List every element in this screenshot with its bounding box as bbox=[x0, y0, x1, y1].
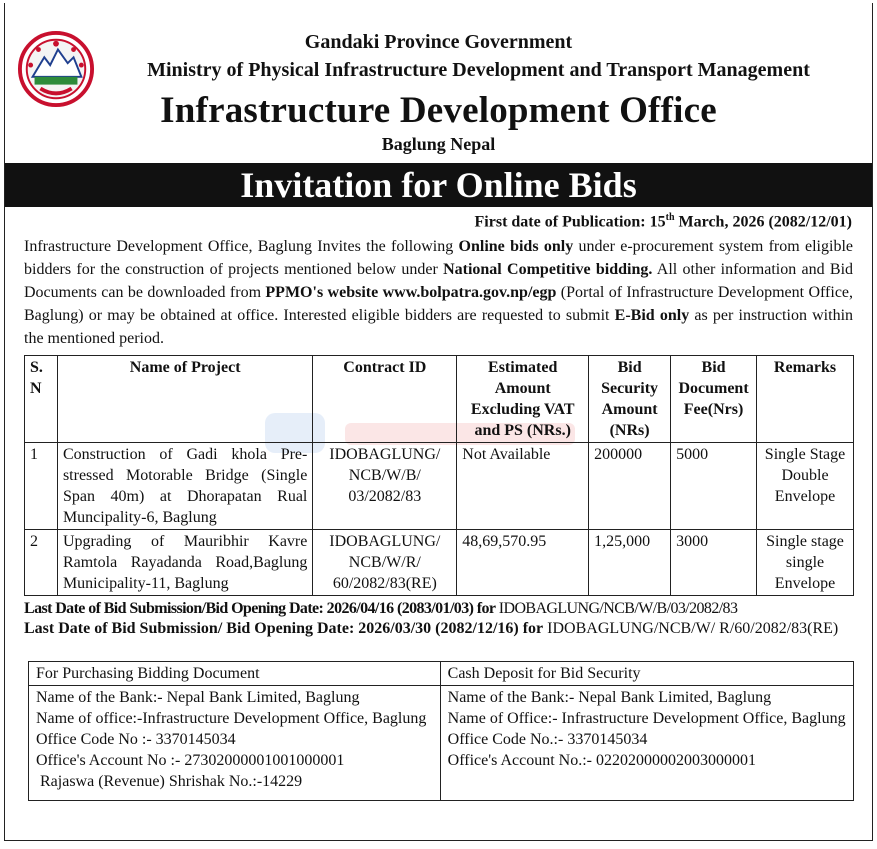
row-project: Construction of Gadi khola Pre-stressed Motorable Bridge (Single Span 40m) at Dhorapatan Rual Muncipality-6, Baglung bbox=[57, 443, 312, 530]
deadline-line-2: Last Date of Bid Submission/ Bid Opening Date: 2026/03/30 (2082/12/16) for IDOBAGLUNG/NCB/W/ R/60/2082/83(RE) bbox=[24, 620, 839, 637]
notice-page bbox=[4, 3, 873, 841]
notice-title-banner: Invitation for Online Bids bbox=[5, 163, 872, 207]
payment-details-row bbox=[29, 686, 854, 801]
col-bid-security: Bid Security Amount (NRs) bbox=[589, 356, 671, 443]
intro-paragraph: Infrastructure Development Office, Baglung Invites the following Online bids only under e-procurement system from eligible bidders for the construction of projects mentioned below under National Competitive bidding. All other information and Bid Documents can be downloaded from PPMO's website www.bolpatra.gov.np/egp (Portal of Infrastructure Development Office, Baglung) or may be obtained at office. Interested eligible bidders are requested to submit E-Bid only as per instruction within the mentioned period. bbox=[24, 238, 854, 347]
table-row bbox=[25, 530, 854, 596]
col-sn: S. N bbox=[25, 356, 58, 443]
purchase-document-title: For Purchasing Bidding Document bbox=[29, 662, 441, 686]
row-document-fee: 5000 bbox=[671, 443, 757, 530]
table-row bbox=[25, 443, 854, 530]
list-item: Office Code No :- 3370145034 bbox=[36, 731, 236, 748]
publication-date: First date of Publication: 15th March, 2026 (2082/12/01) bbox=[474, 212, 852, 231]
row-remarks: Single Stage Double Envelope bbox=[757, 443, 854, 530]
deadline-line-1: Last Date of Bid Submission/Bid Opening Date: 2026/04/16 (2083/01/03) for IDOBAGLUNG/NCB/W/B/03/2082/83 bbox=[24, 600, 738, 617]
list-item: Name of the Bank:- Nepal Bank Limited, Baglung bbox=[36, 689, 360, 706]
government-name: Gandaki Province Government bbox=[304, 31, 573, 53]
payment-details-table bbox=[28, 661, 854, 801]
list-item: Office's Account No.:- 02202000002003000001 bbox=[447, 752, 756, 769]
row-bid-security: 1,25,000 bbox=[589, 530, 671, 596]
payment-header-row bbox=[29, 662, 854, 686]
row-remarks: Single stage single Envelope bbox=[757, 530, 854, 596]
list-item: Name of Office:- Infrastructure Development Office, Baglung Office Code No.:- 3370145034 bbox=[447, 710, 846, 748]
office-location: Baglung Nepal bbox=[381, 134, 496, 154]
row-bid-security: 200000 bbox=[589, 443, 671, 530]
row-estimated-amount: Not Available bbox=[457, 443, 589, 530]
col-contract-id: Contract ID bbox=[313, 356, 457, 443]
list-item: Name of office:-Infrastructure Development Office, Baglung bbox=[36, 710, 427, 727]
row-contract-id: IDOBAGLUNG/ NCB/W/R/ 60/2082/83(RE) bbox=[313, 530, 457, 596]
col-estimated-amount: Estimated Amount Excluding VAT and PS (NRs.) bbox=[457, 356, 589, 443]
submission-deadlines bbox=[24, 599, 853, 639]
list-item: Office's Account No :- 27302000001001000001 bbox=[36, 752, 345, 769]
cash-deposit-title: Cash Deposit for Bid Security bbox=[440, 662, 853, 686]
bids-table bbox=[24, 355, 854, 596]
notice-header bbox=[5, 3, 872, 161]
col-document-fee: Bid Document Fee(Nrs) bbox=[671, 356, 757, 443]
purchase-document-details bbox=[29, 686, 441, 801]
row-sn: 2 bbox=[25, 530, 58, 596]
row-project: Upgrading of Mauribhir Kavre Ramtola Rayadanda Road,Baglung Municipality-11, Baglung bbox=[57, 530, 312, 596]
table-header-row bbox=[25, 356, 854, 443]
row-estimated-amount: 48,69,570.95 bbox=[457, 530, 589, 596]
list-item: Name of the Bank:- Nepal Bank Limited, Baglung bbox=[447, 689, 772, 706]
list-item: Rajaswa (Revenue) Shrishak No.:-14229 bbox=[36, 773, 303, 790]
ministry-name: Ministry of Physical Infrastructure Development and Transport Management bbox=[147, 59, 810, 81]
col-project: Name of Project bbox=[57, 356, 312, 443]
col-remarks: Remarks bbox=[757, 356, 854, 443]
office-name: Infrastructure Development Office bbox=[160, 90, 717, 131]
row-contract-id: IDOBAGLUNG/ NCB/W/B/ 03/2082/83 bbox=[313, 443, 457, 530]
row-document-fee: 3000 bbox=[671, 530, 757, 596]
cash-deposit-details bbox=[440, 686, 853, 801]
row-sn: 1 bbox=[25, 443, 58, 530]
